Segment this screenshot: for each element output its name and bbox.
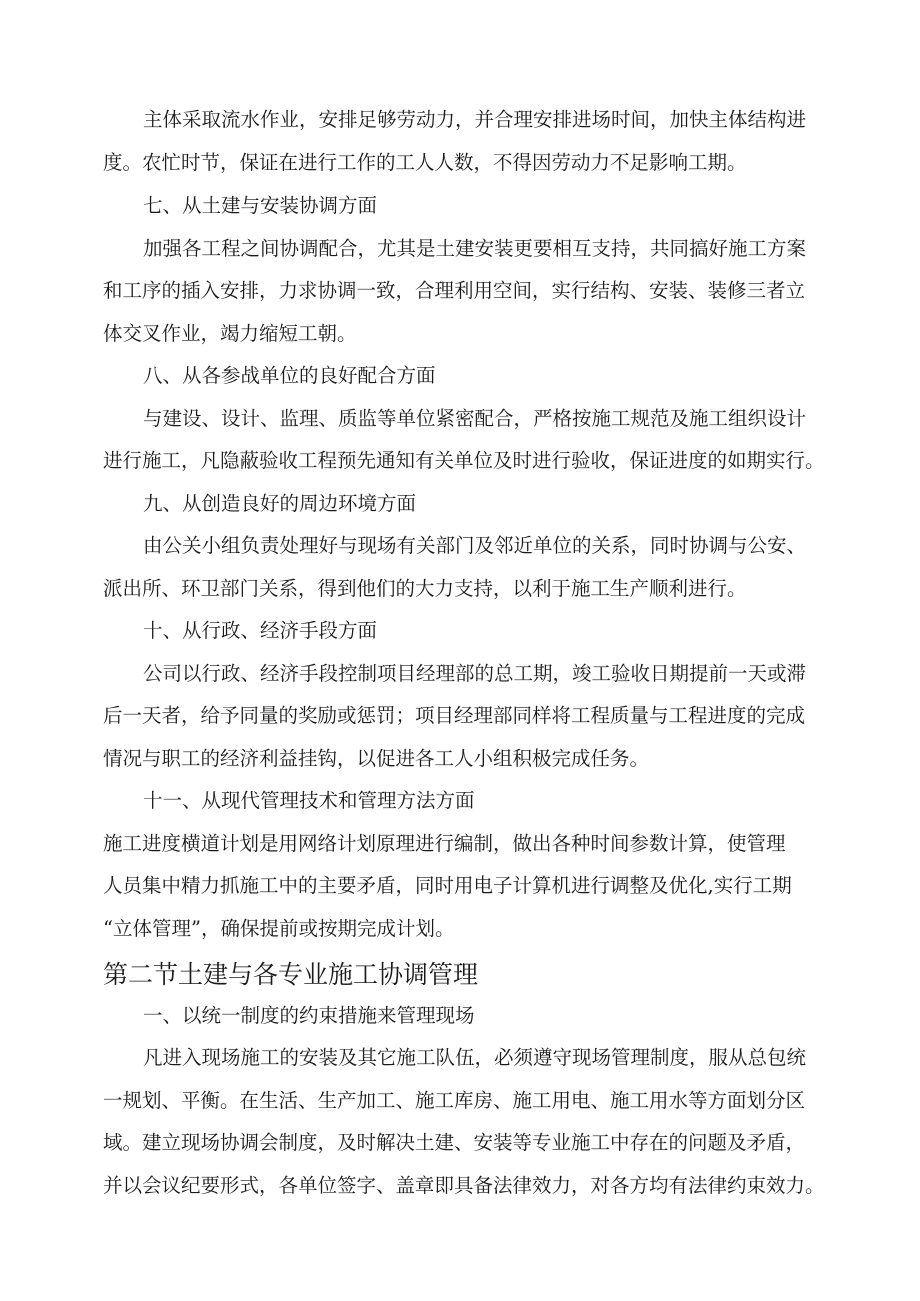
paragraph-line: 与建设、设计、监理、质监等单位紧密配合，严格按施工规范及施工组织设计 — [143, 407, 807, 430]
paragraph-line: 人员集中精力抓施工中的主要矛盾，同时用电子计算机进行调整及优化,实行工期 — [103, 874, 792, 897]
chapter-heading: 第二节土建与各专业施工协调管理 — [103, 960, 479, 989]
paragraph-line: 进行施工，凡隐蔽验收工程预先通知有关单位及时进行验收，保证进度的如期实行。 — [103, 449, 825, 472]
section-heading: 一、以统一制度的约束措施来管理现场 — [143, 1004, 475, 1027]
paragraph-line: 公司以行政、经济手段控制项目经理部的总工期，竣工验收日期提前一天或滞 — [143, 662, 807, 685]
section-heading: 七、从土建与安装协调方面 — [143, 194, 378, 217]
paragraph-line: 和工序的插入安排，力求协调一致，合理利用空间，实行结构、安装、装修三者立 — [103, 279, 806, 302]
paragraph-line: 体交叉作业，竭力缩短工朝。 — [103, 322, 357, 345]
paragraph-line: 由公关小组负责处理好与现场有关部门及邻近单位的关系，同时协调与公安、 — [143, 534, 807, 557]
paragraph-line: 并以会议纪要形式，各单位签字、盖章即具备法律效力，对各方均有法律约束效力。 — [103, 1174, 825, 1197]
paragraph-line: 后一天者，给予同量的奖励或惩罚；项目经理部同样将工程质量与工程进度的完成 — [103, 704, 806, 727]
paragraph-line: 凡进入现场施工的安装及其它施工队伍，必须遵守现场管理制度，服从总包统 — [143, 1046, 807, 1069]
section-heading: 十一、从现代管理技术和管理方法方面 — [143, 789, 475, 812]
paragraph-line: 情况与职工的经济利益挂钩，以促进各工人小组积极完成任务。 — [103, 747, 650, 770]
paragraph-line: 加强各工程之间协调配合，尤其是土建安装更要相互支持，共同搞好施工方案 — [143, 237, 807, 260]
paragraph-line: 一规划、平衡。在生活、生产加工、施工库房、施工用电、施工用水等方面划分区 — [103, 1089, 806, 1112]
section-heading: 九、从创造良好的周边环境方面 — [143, 492, 417, 515]
paragraph-line: “立体管理”，确保提前或按期完成计划。 — [103, 917, 455, 940]
paragraph-line: 域。建立现场协调会制度，及时解决土建、安装等专业施工中存在的问题及矛盾， — [103, 1131, 806, 1154]
section-heading: 十、从行政、经济手段方面 — [143, 619, 378, 642]
paragraph-line: 主体采取流水作业，安排足够劳动力，并合理安排进场时间，加快主体结构进 — [143, 108, 807, 131]
section-heading: 八、从各参战单位的良好配合方面 — [143, 364, 436, 387]
paragraph-line: 派出所、环卫部门关系，得到他们的大力支持，以利于施工生产顺利进行。 — [103, 577, 747, 600]
paragraph-line: 施工进度横道计划是用网络计划原理进行编制，做出各种时间参数计算，使管理 — [103, 832, 786, 855]
paragraph-line: 度。农忙时节，保证在进行工作的工人人数，不得因劳动力不足影响工期。 — [103, 151, 747, 174]
